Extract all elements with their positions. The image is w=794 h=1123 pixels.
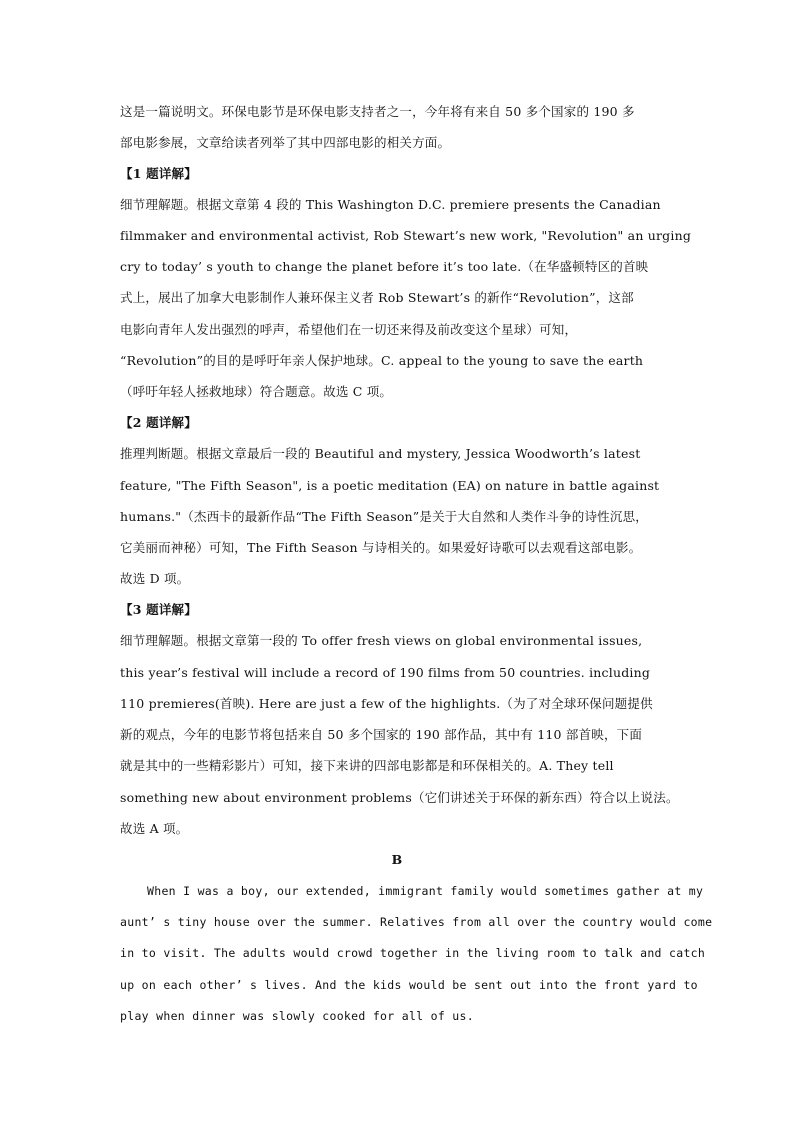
q2-line: humans."（杰西卡的最新作品“The Fifth Season”是关于大自然和人类作斗争的诗性沉思，: [120, 509, 648, 524]
q1-line: “Revolution”的目的是呼吁年亲人保护地球。C. appeal to the young to save the earth: [120, 353, 644, 368]
passage-line: aunt’ s tiny house over the summer. Relatives from all over the country would come: [120, 915, 713, 929]
passage-line: in to visit. The adults would crowd together in the living room to talk and catch: [120, 946, 706, 960]
q2-line: feature, "The Fifth Season", is a poetic meditation (EA) on nature in battle against: [120, 478, 660, 493]
q3-line: 就是其中的一些精彩影片）可知，接下来讲的四部电影都是和环保相关的。A. They tell: [120, 758, 614, 773]
section-label: B: [391, 852, 403, 867]
q3-line: 细节理解题。根据文章第一段的 To offer fresh views on global environmental issues,: [120, 633, 643, 648]
q1-heading: 【1 题详解】: [120, 166, 197, 181]
q2-line: 它美丽而神秘）可知，The Fifth Season 与诗相关的。如果爱好诗歌可以去观看这部电影。: [120, 540, 642, 555]
q3-line: 新的观点，今年的电影节将包括来自 50 多个国家的 190 部作品，其中有 110 部首映，下面: [120, 727, 643, 742]
intro-line: 部电影参展，文章给读者列举了其中四部电影的相关方面。: [120, 135, 451, 150]
q3-line: this year’s festival will include a record of 190 films from 50 countries. including: [120, 665, 651, 680]
q1-line: 式上，展出了加拿大电影制作人兼环保主义者 Rob Stewart’s 的新作“Revolution”，这部: [120, 290, 634, 305]
q1-line: （呼吁年轻人拯救地球）符合题意。故选 C 项。: [120, 384, 393, 399]
q3-heading: 【3 题详解】: [120, 602, 197, 617]
q2-line: 推理判断题。根据文章最后一段的 Beautiful and mystery, Jessica Woodworth’s latest: [120, 446, 641, 461]
q3-line: 故选 A 项。: [120, 821, 189, 836]
q1-line: cry to today’ s youth to change the planet before it’s too late.（在华盛顿特区的首映: [120, 259, 649, 274]
q2-line: 故选 D 项。: [120, 571, 190, 586]
intro-line: 这是一篇说明文。环保电影节是环保电影支持者之一，今年将有来自 50 多个国家的 190 多: [120, 104, 635, 119]
passage-line: play when dinner was slowly cooked for all of us.: [120, 1009, 474, 1023]
q1-line: 电影向青年人发出强烈的呼声，希望他们在一切还来得及前改变这个星球）可知，: [120, 322, 578, 337]
q2-heading: 【2 题详解】: [120, 415, 197, 430]
passage-line: When I was a boy, our extended, immigrant family would sometimes gather at my: [147, 884, 704, 898]
q3-line: 110 premieres(首映). Here are just a few of the highlights.（为了对全球环保问题提供: [120, 696, 653, 711]
q1-line: filmmaker and environmental activist, Rob Stewart’s new work, "Revolution" an urging: [120, 228, 692, 243]
q1-line: 细节理解题。根据文章第 4 段的 This Washington D.C. premiere presents the Canadian: [120, 197, 661, 212]
q3-line: something new about environment problems（它们讲述关于环保的新东西）符合以上说法。: [120, 790, 679, 805]
passage-line: up on each other’ s lives. And the kids would be sent out into the front yard to: [120, 978, 698, 992]
